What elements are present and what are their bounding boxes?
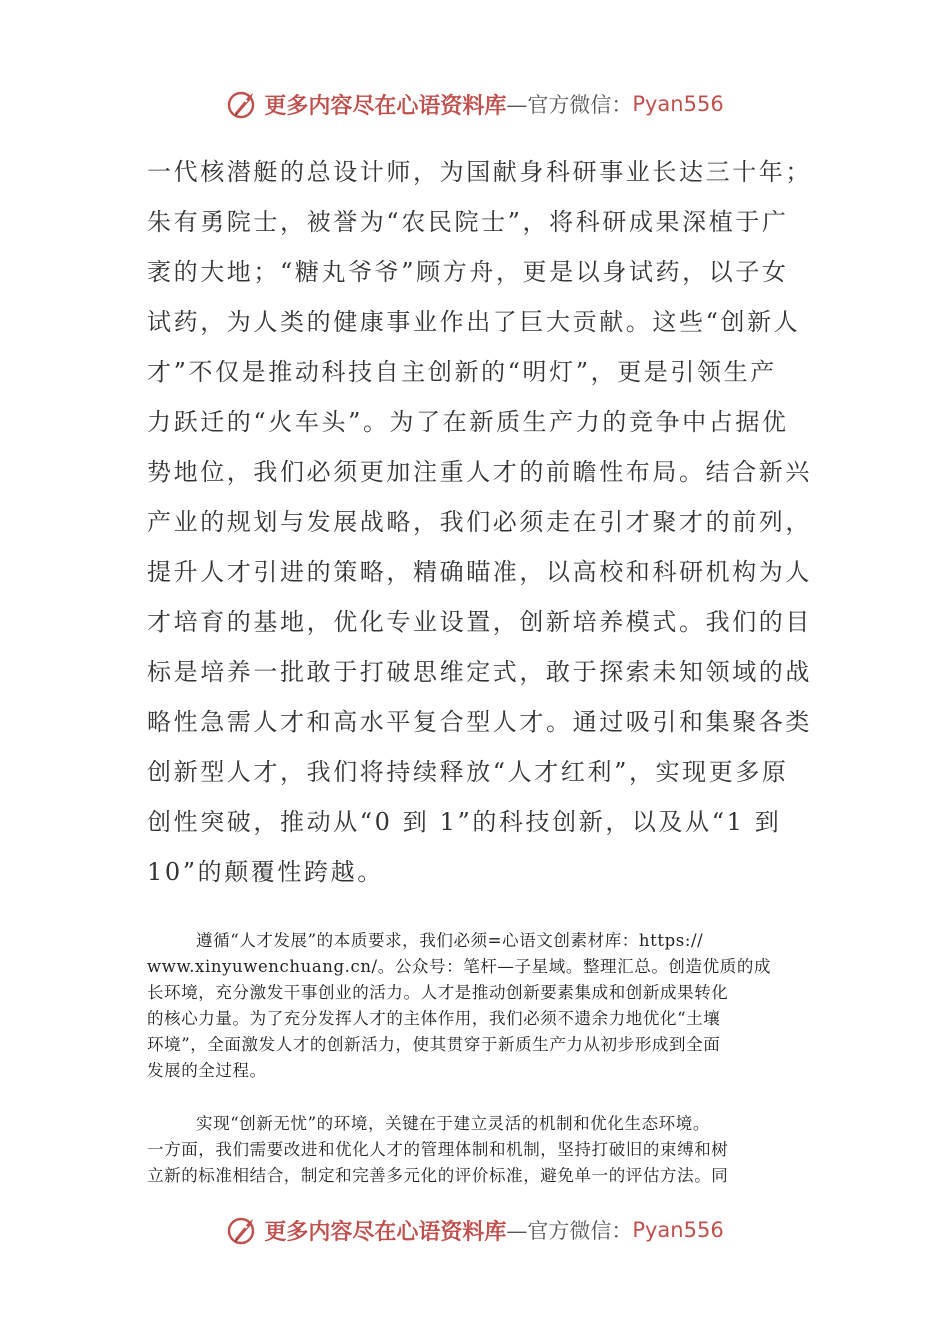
text-line: 的核心力量。为了充分发挥人才的主体作用，我们必须不遗余力地优化“土壤 bbox=[147, 1009, 721, 1028]
text-line: 才培育的基地，优化专业设置，创新培养模式。我们的目 bbox=[147, 608, 812, 636]
paragraph-small-2 bbox=[147, 1111, 799, 1189]
text-line: 立新的标准相结合，制定和完善多元化的评价标准，避免单一的评估方法。同 bbox=[147, 1166, 729, 1185]
banner-main-text: 更多内容尽在心语资料库 bbox=[264, 92, 507, 119]
text-line: 发展的全过程。 bbox=[147, 1061, 267, 1080]
paragraph-large bbox=[147, 147, 812, 897]
text-line: 创新型人才，我们将持续释放“人才红利”，实现更多原 bbox=[147, 758, 789, 786]
footer-banner bbox=[0, 1210, 950, 1250]
text-line: 势地位，我们必须更加注重人才的前瞻性布局。结合新兴 bbox=[147, 458, 812, 486]
banner-sub-text: —官方微信： bbox=[506, 93, 633, 117]
text-line: 遵循“人才发展”的本质要求，我们必须=心语文创素材库：https:// bbox=[196, 931, 704, 950]
text-line: 环境”，全面激发人才的创新活力，使其贯穿于新质生产力从初步形成到全面 bbox=[147, 1035, 721, 1054]
text-line: 创性突破，推动从“0 到 1”的科技创新，以及从“1 到 bbox=[147, 808, 782, 836]
banner-main-text: 更多内容尽在心语资料库 bbox=[264, 1218, 507, 1245]
text-line: 提升人才引进的策略，精确瞄准，以高校和科研机构为人 bbox=[147, 558, 812, 586]
header-banner bbox=[0, 84, 950, 124]
text-line: 略性急需人才和高水平复合型人才。通过吸引和集聚各类 bbox=[147, 708, 812, 736]
banner-wechat-id: Pyan556 bbox=[632, 92, 724, 116]
text-line: 产业的规划与发展战略，我们必须走在引才聚才的前列， bbox=[147, 508, 812, 536]
text-line: 10”的颠覆性跨越。 bbox=[147, 858, 384, 886]
text-line: 袤的大地；“糖丸爷爷”顾方舟，更是以身试药，以子女 bbox=[147, 258, 789, 286]
text-line: 一方面，我们需要改进和优化人才的管理体制和机制，坚持打破旧的束缚和树 bbox=[147, 1140, 729, 1159]
text-line: www.xinyuwenchuang.cn/。公众号：笔杆—子星域。整理汇总。创造优质的成 bbox=[147, 957, 772, 976]
text-line: 力跃迁的“火车头”。为了在新质生产力的竞争中占据优 bbox=[147, 408, 789, 436]
banner-sub-text: —官方微信： bbox=[506, 1219, 633, 1243]
banner-wechat-id: Pyan556 bbox=[632, 1218, 724, 1242]
text-line: 试药，为人类的健康事业作出了巨大贡献。这些“创新人 bbox=[147, 308, 801, 336]
text-line: 一代核潜艇的总设计师，为国献身科研事业长达三十年； bbox=[147, 158, 812, 186]
pen-nib-circle-icon bbox=[226, 1213, 260, 1247]
text-line: 实现“创新无忧”的环境，关键在于建立灵活的机制和优化生态环境。 bbox=[196, 1114, 710, 1133]
text-line: 才”不仅是推动科技自主创新的“明灯”，更是引领生产 bbox=[147, 358, 777, 386]
text-line: 朱有勇院士，被誉为“农民院士”，将科研成果深植于广 bbox=[147, 208, 789, 236]
text-line: 长环境，充分激发干事创业的活力。人才是推动创新要素集成和创新成果转化 bbox=[147, 983, 729, 1002]
paragraph-small-1 bbox=[147, 928, 799, 1084]
pen-nib-circle-icon bbox=[226, 87, 260, 121]
text-line: 标是培养一批敢于打破思维定式，敢于探索未知领域的战 bbox=[147, 658, 812, 686]
